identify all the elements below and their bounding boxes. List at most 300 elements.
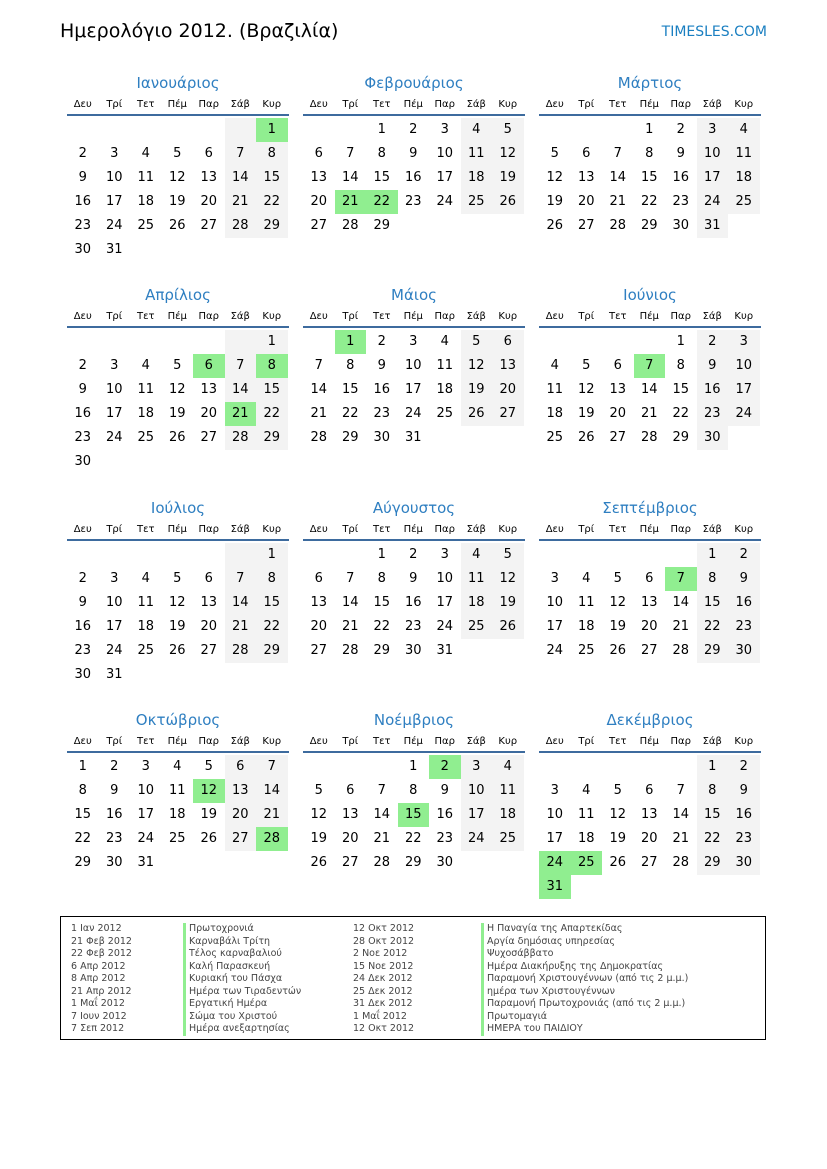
empty-day-cell xyxy=(193,543,225,567)
weekday-label: Σάβ xyxy=(466,311,486,322)
day-cell: 1 xyxy=(697,755,729,779)
empty-day-cell xyxy=(602,118,634,142)
day-cell: 15 xyxy=(640,170,658,185)
weekday-label: Σάβ xyxy=(230,524,250,535)
empty-day-cell xyxy=(225,543,257,567)
day-cell: 15 xyxy=(697,803,729,827)
empty-day-cell xyxy=(225,118,257,142)
day-cell: 10 xyxy=(105,595,123,610)
day-cell: 28 xyxy=(640,430,658,445)
day-cell: 3 xyxy=(141,759,150,774)
day-cell: 1 xyxy=(78,759,87,774)
day-cell: 21 xyxy=(256,803,288,827)
day-cell: 21 xyxy=(373,831,391,846)
day-cell: 15 xyxy=(341,382,359,397)
day-cell: 2 xyxy=(110,759,119,774)
day-cell: 21 xyxy=(225,615,257,639)
empty-day-cell xyxy=(130,543,162,567)
weekday-label: Σάβ xyxy=(466,524,486,535)
weekday-label: Σάβ xyxy=(230,311,250,322)
day-cell: 25 xyxy=(137,430,155,445)
day-cell: 26 xyxy=(492,190,524,214)
day-cell: 15 xyxy=(256,591,288,615)
day-cell: 6 xyxy=(204,571,213,586)
day-cell: 29 xyxy=(404,855,422,870)
weekday-label: Τετ xyxy=(608,524,627,535)
day-cell: 12 xyxy=(168,595,186,610)
day-cell: 28 xyxy=(373,855,391,870)
empty-day-cell xyxy=(162,118,194,142)
weekday-label: Κυρ xyxy=(734,311,754,322)
legend-date: 7 Σεπ 2012 xyxy=(71,1023,125,1034)
legend-date: 21 Απρ 2012 xyxy=(71,985,132,997)
weekday-header xyxy=(539,731,761,753)
day-cell: 20 xyxy=(200,194,218,209)
holiday-day-cell: 15 xyxy=(398,803,430,827)
weekday-label: Παρ xyxy=(434,99,455,110)
month-calendar xyxy=(539,709,761,899)
month-title: Δεκέμβριος xyxy=(606,711,694,729)
day-cell: 16 xyxy=(436,807,454,822)
weekday-label: Τετ xyxy=(136,524,155,535)
legend-holiday-name: Ημέρα των Τιραδεντών xyxy=(183,986,301,999)
day-cell: 29 xyxy=(373,643,391,658)
day-cell: 3 xyxy=(110,358,119,373)
day-cell: 12 xyxy=(310,807,328,822)
day-cell: 17 xyxy=(546,619,564,634)
holiday-day-cell: 21 xyxy=(225,402,257,426)
day-cell: 24 xyxy=(546,643,564,658)
day-grid xyxy=(303,118,525,238)
day-cell: 22 xyxy=(256,190,288,214)
weekday-label: Πέμ xyxy=(403,99,423,110)
day-cell: 4 xyxy=(440,334,449,349)
day-cell: 11 xyxy=(577,807,595,822)
day-cell: 2 xyxy=(728,543,760,567)
day-cell: 6 xyxy=(346,783,355,798)
empty-day-cell xyxy=(162,330,194,354)
weekday-label: Κυρ xyxy=(734,99,754,110)
holiday-day-cell: 21 xyxy=(335,190,367,214)
day-cell: 5 xyxy=(492,543,524,567)
day-cell: 6 xyxy=(314,146,323,161)
day-cell: 19 xyxy=(609,831,627,846)
empty-day-cell xyxy=(130,330,162,354)
weekday-header xyxy=(67,94,289,116)
empty-day-cell xyxy=(67,330,99,354)
day-cell: 22 xyxy=(672,406,690,421)
day-cell: 27 xyxy=(492,402,524,426)
weekday-header xyxy=(303,519,525,541)
weekday-label: Δευ xyxy=(73,99,92,110)
day-cell: 11 xyxy=(577,595,595,610)
day-cell: 1 xyxy=(377,547,386,562)
day-cell: 15 xyxy=(256,378,288,402)
day-cell: 21 xyxy=(672,831,690,846)
weekday-label: Τρί xyxy=(342,311,359,322)
legend-date: 25 Δεκ 2012 xyxy=(353,985,413,997)
day-cell: 20 xyxy=(310,194,328,209)
day-cell: 18 xyxy=(492,803,524,827)
day-cell: 8 xyxy=(377,146,386,161)
day-cell: 8 xyxy=(676,358,685,373)
weekday-header xyxy=(303,94,525,116)
month-title: Σεπτέμβριος xyxy=(602,499,698,517)
empty-day-cell xyxy=(571,543,603,567)
legend-holiday-name: Εργατική Ημέρα xyxy=(183,998,267,1011)
day-cell: 13 xyxy=(225,779,257,803)
day-cell: 14 xyxy=(225,166,257,190)
day-cell: 23 xyxy=(74,643,92,658)
weekday-label: Σάβ xyxy=(230,736,250,747)
day-cell: 27 xyxy=(200,218,218,233)
weekday-label: Παρ xyxy=(670,99,691,110)
day-cell: 3 xyxy=(697,118,729,142)
weekday-label: Πέμ xyxy=(639,311,659,322)
month-title: Οκτώβριος xyxy=(135,711,221,729)
day-cell: 20 xyxy=(577,194,595,209)
day-cell: 17 xyxy=(105,619,123,634)
weekday-label: Παρ xyxy=(198,311,219,322)
legend-date: 2 Νοε 2012 xyxy=(353,948,408,959)
day-cell: 2 xyxy=(78,358,87,373)
day-cell: 22 xyxy=(74,831,92,846)
day-cell: 16 xyxy=(672,170,690,185)
empty-day-cell xyxy=(539,755,571,779)
day-cell: 24 xyxy=(697,190,729,214)
day-cell: 23 xyxy=(373,406,391,421)
day-cell: 24 xyxy=(105,218,123,233)
day-cell: 15 xyxy=(74,807,92,822)
weekday-label: Κυρ xyxy=(498,99,518,110)
day-cell: 25 xyxy=(577,643,595,658)
empty-day-cell xyxy=(225,330,257,354)
day-cell: 13 xyxy=(310,595,328,610)
weekday-header xyxy=(539,306,761,328)
day-cell: 21 xyxy=(341,619,359,634)
day-cell: 12 xyxy=(546,170,564,185)
day-cell: 9 xyxy=(409,146,418,161)
weekday-header xyxy=(67,519,289,541)
day-cell: 12 xyxy=(492,142,524,166)
day-cell: 23 xyxy=(404,619,422,634)
day-cell: 19 xyxy=(310,831,328,846)
day-cell: 4 xyxy=(492,755,524,779)
weekday-label: Τρί xyxy=(578,311,595,322)
day-cell: 13 xyxy=(492,354,524,378)
legend-date: 24 Δεκ 2012 xyxy=(353,973,413,984)
day-cell: 11 xyxy=(137,382,155,397)
day-cell: 17 xyxy=(697,166,729,190)
day-cell: 22 xyxy=(697,615,729,639)
day-cell: 12 xyxy=(609,807,627,822)
day-cell: 19 xyxy=(168,194,186,209)
day-cell: 4 xyxy=(173,759,182,774)
empty-day-cell xyxy=(99,330,131,354)
month-calendar xyxy=(539,284,761,450)
day-cell: 18 xyxy=(137,194,155,209)
brand-link[interactable]: TIMESLES.COM xyxy=(661,24,767,40)
day-cell: 16 xyxy=(105,807,123,822)
day-cell: 15 xyxy=(256,166,288,190)
day-cell: 26 xyxy=(168,430,186,445)
month-calendar xyxy=(539,72,761,238)
legend-holiday-name: ΗΜΕΡΑ του ΠΑΙΔΙΟΥ xyxy=(481,1023,583,1036)
legend-holiday-name: Ψυχοσάββατο xyxy=(481,948,553,961)
weekday-label: Παρ xyxy=(198,524,219,535)
day-cell: 24 xyxy=(728,402,760,426)
day-cell: 13 xyxy=(310,170,328,185)
day-grid xyxy=(67,755,289,875)
weekday-label: Τρί xyxy=(106,99,123,110)
day-cell: 12 xyxy=(461,354,493,378)
day-cell: 12 xyxy=(168,382,186,397)
month-calendar xyxy=(303,284,525,450)
day-cell: 20 xyxy=(200,619,218,634)
weekday-label: Τρί xyxy=(578,524,595,535)
day-cell: 10 xyxy=(436,571,454,586)
day-cell: 1 xyxy=(409,759,418,774)
weekday-label: Δευ xyxy=(309,311,328,322)
day-cell: 8 xyxy=(256,142,288,166)
month-calendar xyxy=(67,497,289,687)
day-cell: 25 xyxy=(168,831,186,846)
day-cell: 2 xyxy=(728,755,760,779)
day-cell: 27 xyxy=(310,218,328,233)
day-cell: 6 xyxy=(582,146,591,161)
day-cell: 26 xyxy=(577,430,595,445)
empty-day-cell xyxy=(665,543,697,567)
day-cell: 16 xyxy=(697,378,729,402)
weekday-label: Παρ xyxy=(434,311,455,322)
day-cell: 18 xyxy=(137,406,155,421)
weekday-label: Τετ xyxy=(608,99,627,110)
weekday-label: Τετ xyxy=(372,99,391,110)
day-cell: 1 xyxy=(645,122,654,137)
day-cell: 7 xyxy=(256,755,288,779)
day-cell: 4 xyxy=(141,146,150,161)
day-cell: 22 xyxy=(640,194,658,209)
day-cell: 26 xyxy=(461,402,493,426)
weekday-label: Σάβ xyxy=(702,311,722,322)
weekday-label: Παρ xyxy=(434,736,455,747)
day-grid xyxy=(303,330,525,450)
holiday-day-cell: 6 xyxy=(193,354,225,378)
weekday-label: Παρ xyxy=(670,736,691,747)
weekday-label: Κυρ xyxy=(262,524,282,535)
day-cell: 29 xyxy=(341,430,359,445)
day-cell: 21 xyxy=(609,194,627,209)
day-cell: 25 xyxy=(461,190,493,214)
weekday-label: Παρ xyxy=(670,311,691,322)
month-calendar xyxy=(303,709,525,875)
empty-day-cell xyxy=(602,543,634,567)
legend-date: 12 Οκτ 2012 xyxy=(353,1023,415,1034)
empty-day-cell xyxy=(571,755,603,779)
day-cell: 18 xyxy=(137,619,155,634)
day-cell: 30 xyxy=(74,667,92,682)
day-cell: 10 xyxy=(105,382,123,397)
day-cell: 18 xyxy=(546,406,564,421)
day-cell: 14 xyxy=(640,382,658,397)
weekday-label: Κυρ xyxy=(498,311,518,322)
empty-day-cell xyxy=(602,330,634,354)
day-cell: 16 xyxy=(74,619,92,634)
day-cell: 7 xyxy=(225,142,257,166)
day-cell: 8 xyxy=(346,358,355,373)
day-grid xyxy=(539,330,761,450)
day-cell: 17 xyxy=(728,378,760,402)
holiday-day-cell: 7 xyxy=(634,354,666,378)
empty-day-cell xyxy=(303,755,335,779)
day-cell: 29 xyxy=(640,218,658,233)
day-grid xyxy=(67,330,289,474)
day-cell: 30 xyxy=(697,426,729,450)
empty-day-cell xyxy=(303,543,335,567)
day-cell: 31 xyxy=(404,430,422,445)
weekday-label: Κυρ xyxy=(734,736,754,747)
day-cell: 6 xyxy=(492,330,524,354)
day-cell: 21 xyxy=(310,406,328,421)
day-cell: 4 xyxy=(582,571,591,586)
legend-date: 15 Νοε 2012 xyxy=(353,960,414,972)
legend-holiday-name: Σώμα του Χριστού xyxy=(183,1011,277,1024)
day-cell: 29 xyxy=(256,426,288,450)
weekday-label: Δευ xyxy=(309,524,328,535)
day-cell: 19 xyxy=(461,378,493,402)
weekday-label: Τετ xyxy=(608,736,627,747)
day-cell: 12 xyxy=(577,382,595,397)
weekday-label: Τετ xyxy=(136,736,155,747)
month-calendar xyxy=(539,497,761,663)
day-cell: 14 xyxy=(672,807,690,822)
day-cell: 23 xyxy=(74,430,92,445)
weekday-label: Τρί xyxy=(106,311,123,322)
page-title: Ημερολόγιο 2012. (Βραζιλία) xyxy=(60,20,339,42)
weekday-label: Τετ xyxy=(608,311,627,322)
day-cell: 18 xyxy=(728,166,760,190)
empty-day-cell xyxy=(303,118,335,142)
holiday-day-cell: 7 xyxy=(665,567,697,591)
legend-date: 8 Απρ 2012 xyxy=(71,973,126,984)
day-cell: 20 xyxy=(200,406,218,421)
weekday-label: Τρί xyxy=(578,736,595,747)
day-cell: 5 xyxy=(613,571,622,586)
legend-holiday-name: Κυριακή του Πάσχα xyxy=(183,973,282,986)
day-cell: 14 xyxy=(373,807,391,822)
weekday-label: Κυρ xyxy=(262,99,282,110)
day-cell: 10 xyxy=(404,358,422,373)
day-cell: 11 xyxy=(137,170,155,185)
day-cell: 8 xyxy=(256,567,288,591)
empty-day-cell xyxy=(335,118,367,142)
weekday-label: Τετ xyxy=(136,99,155,110)
day-cell: 31 xyxy=(105,242,123,257)
day-cell: 5 xyxy=(204,759,213,774)
weekday-label: Πέμ xyxy=(167,524,187,535)
day-cell: 28 xyxy=(672,643,690,658)
month-title: Μάρτιος xyxy=(617,74,683,92)
day-cell: 17 xyxy=(137,807,155,822)
day-cell: 17 xyxy=(436,170,454,185)
legend-holiday-name: Καλή Παρασκευή xyxy=(183,961,270,974)
day-cell: 18 xyxy=(436,382,454,397)
day-cell: 7 xyxy=(676,783,685,798)
day-cell: 6 xyxy=(613,358,622,373)
holiday-day-cell: 1 xyxy=(335,330,367,354)
day-cell: 1 xyxy=(697,543,729,567)
weekday-label: Δευ xyxy=(545,99,564,110)
holiday-day-cell: 24 xyxy=(539,851,571,875)
day-cell: 19 xyxy=(492,166,524,190)
day-cell: 30 xyxy=(373,430,391,445)
day-cell: 28 xyxy=(310,430,328,445)
weekday-label: Πέμ xyxy=(167,311,187,322)
day-cell: 13 xyxy=(640,595,658,610)
month-calendar xyxy=(67,284,289,474)
day-cell: 16 xyxy=(404,170,422,185)
day-cell: 12 xyxy=(609,595,627,610)
day-cell: 23 xyxy=(74,218,92,233)
day-cell: 5 xyxy=(613,783,622,798)
day-cell: 10 xyxy=(546,807,564,822)
legend-holiday-name: ημέρα των Χριστουγέννων xyxy=(481,986,615,999)
holiday-day-cell: 2 xyxy=(429,755,461,779)
weekday-label: Κυρ xyxy=(734,524,754,535)
weekday-label: Τετ xyxy=(372,524,391,535)
day-cell: 7 xyxy=(225,354,257,378)
day-cell: 29 xyxy=(373,218,391,233)
day-cell: 19 xyxy=(492,591,524,615)
day-cell: 23 xyxy=(105,831,123,846)
weekday-label: Δευ xyxy=(309,736,328,747)
day-cell: 17 xyxy=(105,194,123,209)
empty-day-cell xyxy=(571,330,603,354)
empty-day-cell xyxy=(634,543,666,567)
day-cell: 15 xyxy=(672,382,690,397)
day-cell: 23 xyxy=(728,615,760,639)
weekday-label: Δευ xyxy=(545,311,564,322)
weekday-label: Σάβ xyxy=(702,99,722,110)
day-cell: 26 xyxy=(609,643,627,658)
day-cell: 24 xyxy=(105,430,123,445)
day-cell: 11 xyxy=(137,595,155,610)
day-grid xyxy=(539,755,761,899)
empty-day-cell xyxy=(539,330,571,354)
weekday-header xyxy=(539,94,761,116)
weekday-label: Πέμ xyxy=(639,736,659,747)
day-cell: 21 xyxy=(225,190,257,214)
day-cell: 14 xyxy=(672,595,690,610)
day-cell: 24 xyxy=(404,406,422,421)
day-cell: 8 xyxy=(78,783,87,798)
empty-day-cell xyxy=(99,543,131,567)
weekday-label: Δευ xyxy=(545,524,564,535)
legend-date: 12 Οκτ 2012 xyxy=(353,923,415,934)
weekday-label: Δευ xyxy=(309,99,328,110)
day-cell: 19 xyxy=(546,194,564,209)
day-cell: 13 xyxy=(609,382,627,397)
day-cell: 20 xyxy=(640,619,658,634)
day-cell: 19 xyxy=(609,619,627,634)
day-cell: 28 xyxy=(225,426,257,450)
empty-day-cell xyxy=(665,755,697,779)
day-cell: 10 xyxy=(105,170,123,185)
legend-date: 1 Μαΐ 2012 xyxy=(353,1010,407,1022)
day-cell: 1 xyxy=(256,330,288,354)
weekday-label: Δευ xyxy=(73,736,92,747)
day-cell: 24 xyxy=(436,194,454,209)
